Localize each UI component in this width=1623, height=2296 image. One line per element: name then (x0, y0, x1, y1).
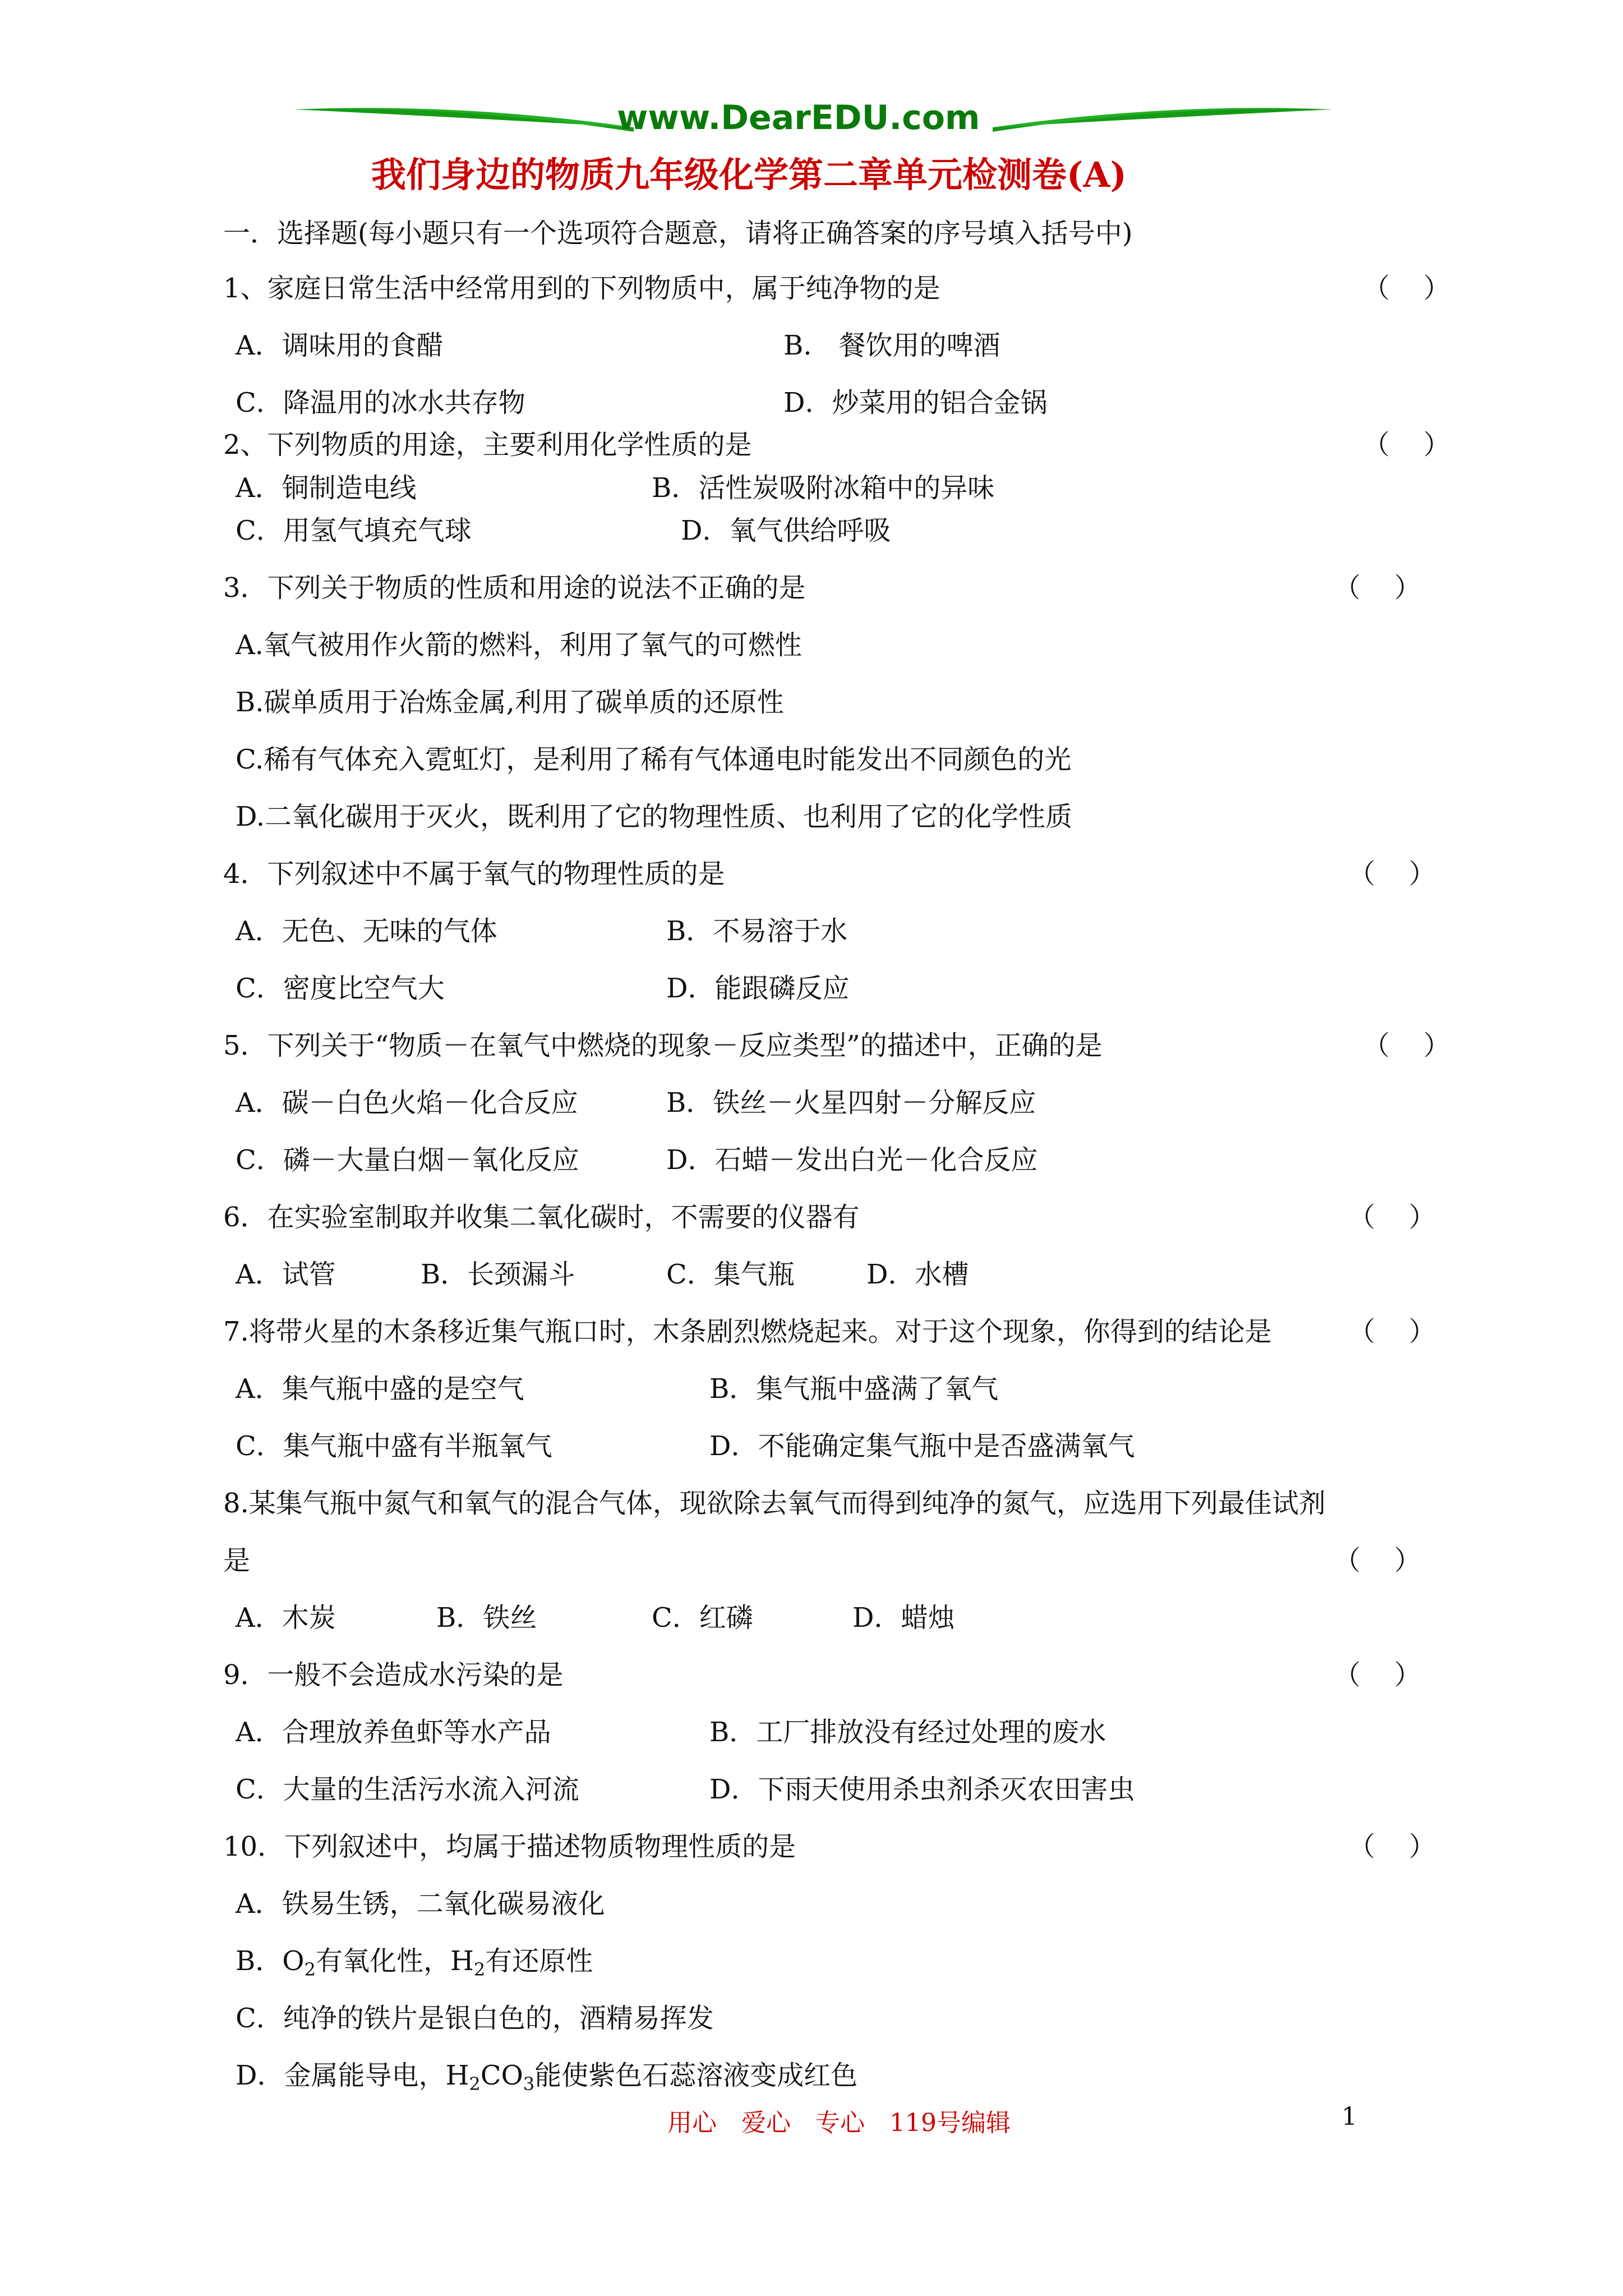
question-stem: 1、家庭日常生活中经常用到的下列物质中，属于纯净物的是 (223, 273, 940, 304)
option-d: D．不能确定集气瓶中是否盛满氧气 (709, 1430, 1135, 1462)
subscript: 2 (473, 1959, 486, 1980)
option-b: B．活性炭吸附冰箱中的异味 (652, 472, 995, 504)
subscript: 2 (304, 1959, 316, 1980)
header-logo (292, 93, 1335, 149)
option-text: CO (480, 2060, 523, 2091)
answer-paren: （） (1348, 858, 1470, 890)
option-a: A．铜制造电线 (236, 472, 417, 504)
question-stem: 7.将带火星的木条移近集气瓶口时，木条剧烈燃烧起来。对于这个现象，你得到的结论是 (223, 1316, 1272, 1347)
option-c: C.稀有气体充入霓虹灯，是利用了稀有气体通电时能发出不同颜色的光 (236, 744, 1072, 775)
right-swoosh-icon (987, 93, 1335, 149)
question-stem: 2、下列物质的用途，主要利用化学性质的是 (223, 429, 752, 461)
option-c: C．集气瓶中盛有半瓶氧气 (236, 1430, 552, 1462)
option-c: C．用氢气填充气球 (236, 515, 472, 546)
option-a: A．铁易生锈，二氧化碳易液化 (236, 1888, 605, 1920)
question-stem-cont: 是 (223, 1545, 251, 1576)
option-text: B．O (236, 1945, 305, 1977)
option-b: B. 餐饮用的啤酒 (783, 330, 1000, 361)
option-d: D．水槽 (866, 1259, 969, 1290)
option-d: D.二氧化碳用于灭火，既利用了它的物理性质、也利用了它的化学性质 (236, 801, 1073, 832)
option-c: C．大量的生活污水流入河流 (236, 1774, 579, 1805)
option-d (236, 2059, 858, 2095)
question-stem: 9．一般不会造成水污染的是 (223, 1659, 564, 1691)
option-b: B．集气瓶中盛满了氧气 (709, 1373, 999, 1405)
option-d: D．能跟磷反应 (666, 973, 850, 1004)
option-d: D．下雨天使用杀虫剂杀灭农田害虫 (709, 1774, 1135, 1805)
option-d: D．蜡烛 (852, 1602, 955, 1634)
option-a: A．碳－白色火焰－化合反应 (236, 1087, 578, 1119)
option-text: 能使紫色石蕊溶液变成红色 (534, 2060, 858, 2091)
option-a: A．集气瓶中盛的是空气 (236, 1373, 524, 1405)
option-b: B.碳单质用于冶炼金属,利用了碳单质的还原性 (236, 687, 784, 718)
option-text: D．金属能导电，H (236, 2060, 469, 2091)
option-text: 有氧化性，H (316, 1945, 474, 1977)
option-a: A．调味用的食醋 (236, 330, 444, 361)
question-stem: 5．下列关于“物质－在氧气中燃烧的现象－反应类型”的描述中，正确的是 (223, 1030, 1103, 1061)
answer-paren: （） (1348, 1831, 1470, 1862)
site-logo-text: www.DearEDU.com (617, 98, 980, 137)
answer-paren: （） (1363, 1030, 1484, 1061)
page-number: 1 (1341, 2102, 1357, 2131)
option-a: A．试管 (236, 1259, 336, 1290)
subscript: 3 (523, 2073, 535, 2095)
option-d: D．氧气供给呼吸 (681, 515, 891, 546)
option-d: D．炒菜用的铝合金锅 (783, 387, 1048, 418)
option-c: C．集气瓶 (666, 1259, 795, 1290)
question-stem: 6．在实验室制取并收集二氧化碳时，不需要的仪器有 (223, 1202, 860, 1233)
option-b: B．长颈漏斗 (421, 1259, 575, 1290)
option-b: B．铁丝－火星四射－分解反应 (666, 1087, 1036, 1119)
answer-paren: （） (1348, 1202, 1470, 1233)
left-swoosh-icon (292, 93, 639, 149)
option-b: B．铁丝 (436, 1602, 537, 1634)
answer-paren: （） (1334, 572, 1455, 604)
option-c: C．纯净的铁片是银白色的，酒精易挥发 (236, 2003, 714, 2034)
page-title: 我们身边的物质九年级化学第二章单元检测卷(A) (371, 154, 1127, 195)
question-stem: 4．下列叙述中不属于氧气的物理性质的是 (223, 858, 725, 890)
option-a: A．无色、无味的气体 (236, 915, 497, 947)
option-c: C．红磷 (652, 1602, 753, 1634)
subscript: 2 (469, 2073, 481, 2095)
option-b: B．工厂排放没有经过处理的废水 (709, 1717, 1106, 1748)
option-b (236, 1944, 593, 1978)
answer-paren: （） (1363, 429, 1484, 461)
option-text: 有还原性 (485, 1945, 593, 1977)
option-a: A.氧气被用作火箭的燃料，利用了氧气的可燃性 (236, 629, 802, 661)
section-heading: 一．选择题(每小题只有一个选项符合题意，请将正确答案的序号填入括号中) (223, 218, 1133, 249)
option-b: B．不易溶于水 (666, 915, 848, 947)
option-c: C．密度比空气大 (236, 973, 445, 1004)
answer-paren: （） (1348, 1316, 1470, 1347)
question-stem: 3．下列关于物质的性质和用途的说法不正确的是 (223, 572, 806, 604)
option-a: A．合理放养鱼虾等水产品 (236, 1717, 551, 1748)
option-c: C．降温用的冰水共存物 (236, 387, 525, 418)
option-a: A．木炭 (236, 1602, 336, 1634)
option-c: C．磷－大量白烟－氧化反应 (236, 1144, 579, 1176)
question-stem: 8.某集气瓶中氮气和氧气的混合气体，现欲除去氧气而得到纯净的氮气，应选用下列最佳试剂 (223, 1488, 1326, 1519)
question-stem: 10．下列叙述中，均属于描述物质物理性质的是 (223, 1831, 796, 1862)
option-d: D．石蜡－发出白光－化合反应 (666, 1144, 1038, 1176)
answer-paren: （） (1334, 1659, 1455, 1691)
footer-text: 用心 爱心 专心 119号编辑 (667, 2109, 1011, 2137)
answer-paren: （） (1334, 1545, 1455, 1576)
answer-paren: （） (1363, 273, 1484, 304)
